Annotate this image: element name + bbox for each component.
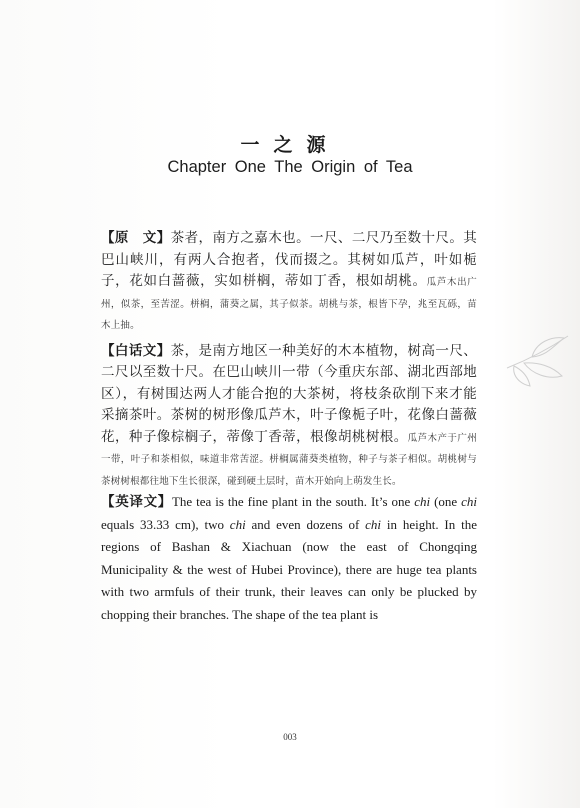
english-text-segment: The tea is the fine plant in the south. It’s one	[171, 494, 415, 509]
original-text: 茶者，南方之嘉木也。一尺、二尺乃至数十尺。其巴山峡川，有两人合抱者，伐而掇之。其树如瓜芦，叶如栀子，花如白蔷薇，实如栟榈，蒂如丁香，根如胡桃。	[101, 230, 477, 289]
vernacular-note: 瓜芦木产于广州一带，叶子和茶相似，味道非常苦涩。栟榈属蒲葵类植物，种子与茶子相似。胡桃树与茶树树根都往地下生长很深，碰到硬土层时，苗木开始向上萌发生长。	[101, 432, 477, 487]
english-text	[101, 494, 477, 622]
original-label: 【原 文】	[101, 230, 171, 246]
english-text-segment: and even dozens of	[245, 516, 366, 532]
english-text-segment: equals 33.33 cm), two	[101, 516, 230, 532]
page-number: 003	[283, 732, 297, 742]
chapter-title-cn: 一之源	[240, 134, 340, 156]
english-italic-term: chi	[365, 516, 382, 532]
vernacular-paragraph	[101, 341, 477, 492]
vernacular-text: 茶，是南方地区一种美好的木本植物，树高一尺、二尺以至数十尺。在巴山峡川一带（今重庆东部、湖北西部地区），有树围达两人才能合抱的大茶树，将枝条砍削下来才能采摘茶叶。茶树的树形像瓜芦木，叶子像栀子叶，花像白蔷薇花，种子像棕榈子，蒂像丁香蒂，根像胡桃树根。	[101, 342, 477, 445]
tea-leaf-icon	[502, 330, 572, 390]
vernacular-label: 【白话文】	[101, 342, 171, 359]
chapter-title-en: Chapter One The Origin of Tea	[167, 158, 413, 176]
english-italic-term: chi	[461, 494, 478, 509]
english-text-segment: (one	[430, 494, 462, 509]
english-paragraph	[101, 491, 477, 626]
english-italic-term: chi	[229, 516, 246, 532]
original-note: 瓜芦木出广州，似茶，至苦涩。栟榈，蒲葵之属，其子似茶。胡桃与茶，根皆下孕，兆至瓦砾，苗木上抽。	[101, 277, 477, 331]
page-content	[101, 226, 477, 626]
english-label: 【英译文】	[101, 494, 172, 510]
original-text-paragraph	[101, 228, 477, 336]
english-text-segment: in height. In the regions of Bashan & Xiachuan (now the east of Chongqing Municipality & the west of Hubei Province), there are huge tea plants with two armfuls of their trunk, their leaves can only be plucked by chopping their branches. The shape of the tea plant is	[101, 516, 477, 622]
english-italic-term: chi	[414, 494, 431, 509]
